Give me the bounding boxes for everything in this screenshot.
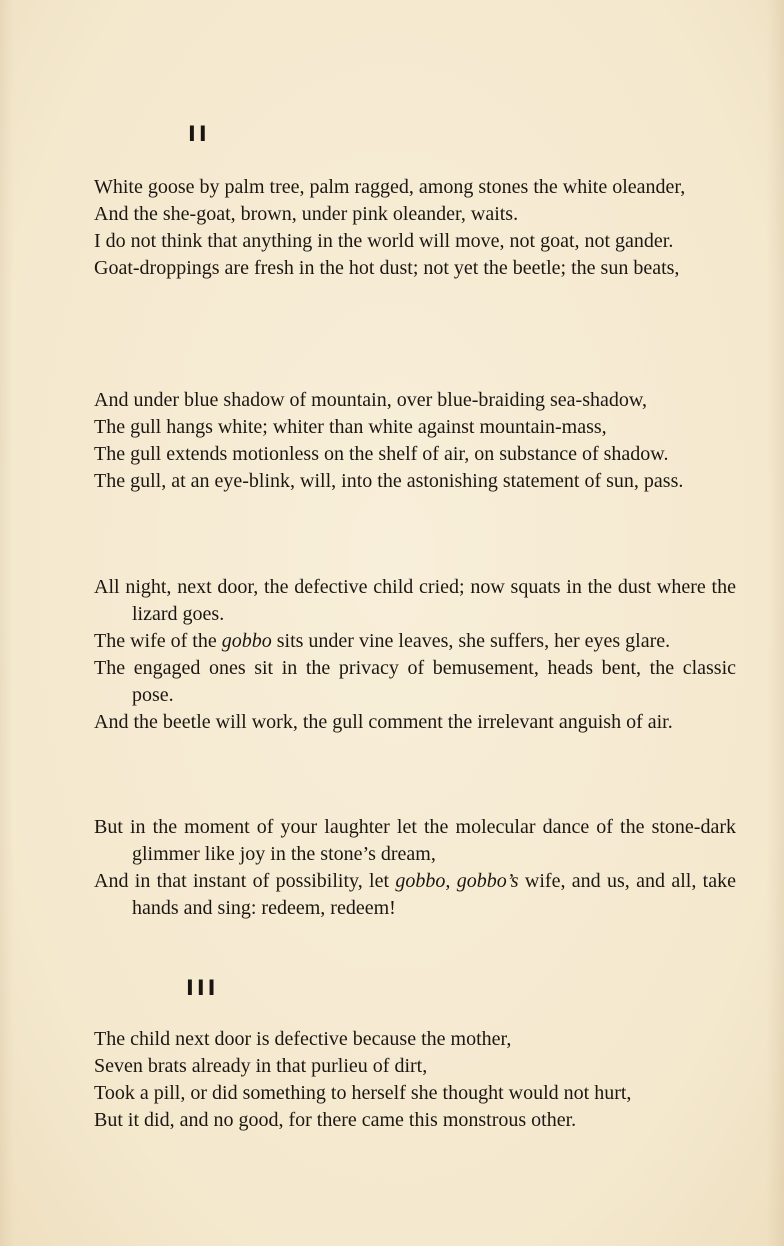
poem-line: The engaged ones sit in the privacy of bemusement, heads bent, the classic pose. [94, 657, 736, 706]
poem-line: The gull extends motionless on the shelf of air, on substance of shadow. [94, 443, 669, 465]
italic-word: gobbo [221, 630, 272, 652]
poem-line: And the beetle will work, the gull comment the irrelevant anguish of air. [94, 711, 673, 733]
poem-line: The gull hangs white; whiter than white against mountain-mass, [94, 416, 607, 438]
stanza-2 [94, 387, 736, 495]
poem-line: But in the moment of your laughter let the molecular dance of the stone-dark glimmer like joy in the stone’s dream, [94, 816, 736, 865]
section-heading-ii: II [188, 122, 210, 146]
stanza-1 [94, 174, 736, 282]
poem-line: Took a pill, or did something to herself she thought would not hurt, [94, 1082, 632, 1104]
poem-line: The child next door is defective because the mother, [94, 1028, 512, 1050]
poem-line [94, 628, 736, 655]
poem-line [94, 868, 736, 922]
line-text: wife, and us, and all, take hands and sing: redeem, redeem! [132, 870, 736, 919]
line-text: And in that instant of possibility, let [94, 870, 396, 892]
stanza-4 [94, 814, 736, 922]
poem-line: But it did, and no good, for there came this monstrous other. [94, 1109, 577, 1131]
stanza-3 [94, 574, 736, 736]
poem-line: I do not think that anything in the world will move, not goat, not gander. [94, 230, 674, 252]
poem-line: The gull, at an eye-blink, will, into the astonishing statement of sun, pass. [94, 470, 684, 492]
italic-word: gobbo, gobbo’s [395, 870, 519, 892]
poem-line: Seven brats already in that purlieu of dirt, [94, 1055, 428, 1077]
poem-line: All night, next door, the defective child cried; now squats in the dust where the lizard goes. [94, 576, 736, 625]
poem-line: And the she-goat, brown, under pink oleander, waits. [94, 203, 519, 225]
poem-line: Goat-droppings are fresh in the hot dust; not yet the beetle; the sun beats, [94, 257, 680, 279]
poem-line: White goose by palm tree, palm ragged, among stones the white oleander, [94, 176, 686, 198]
stanza-5 [94, 1026, 736, 1134]
section-heading-iii: III [186, 976, 219, 1000]
poem-line: And under blue shadow of mountain, over blue-braiding sea-shadow, [94, 389, 648, 411]
line-text: sits under vine leaves, she suffers, her eyes glare. [271, 630, 671, 652]
line-text: The wife of the [94, 630, 222, 652]
